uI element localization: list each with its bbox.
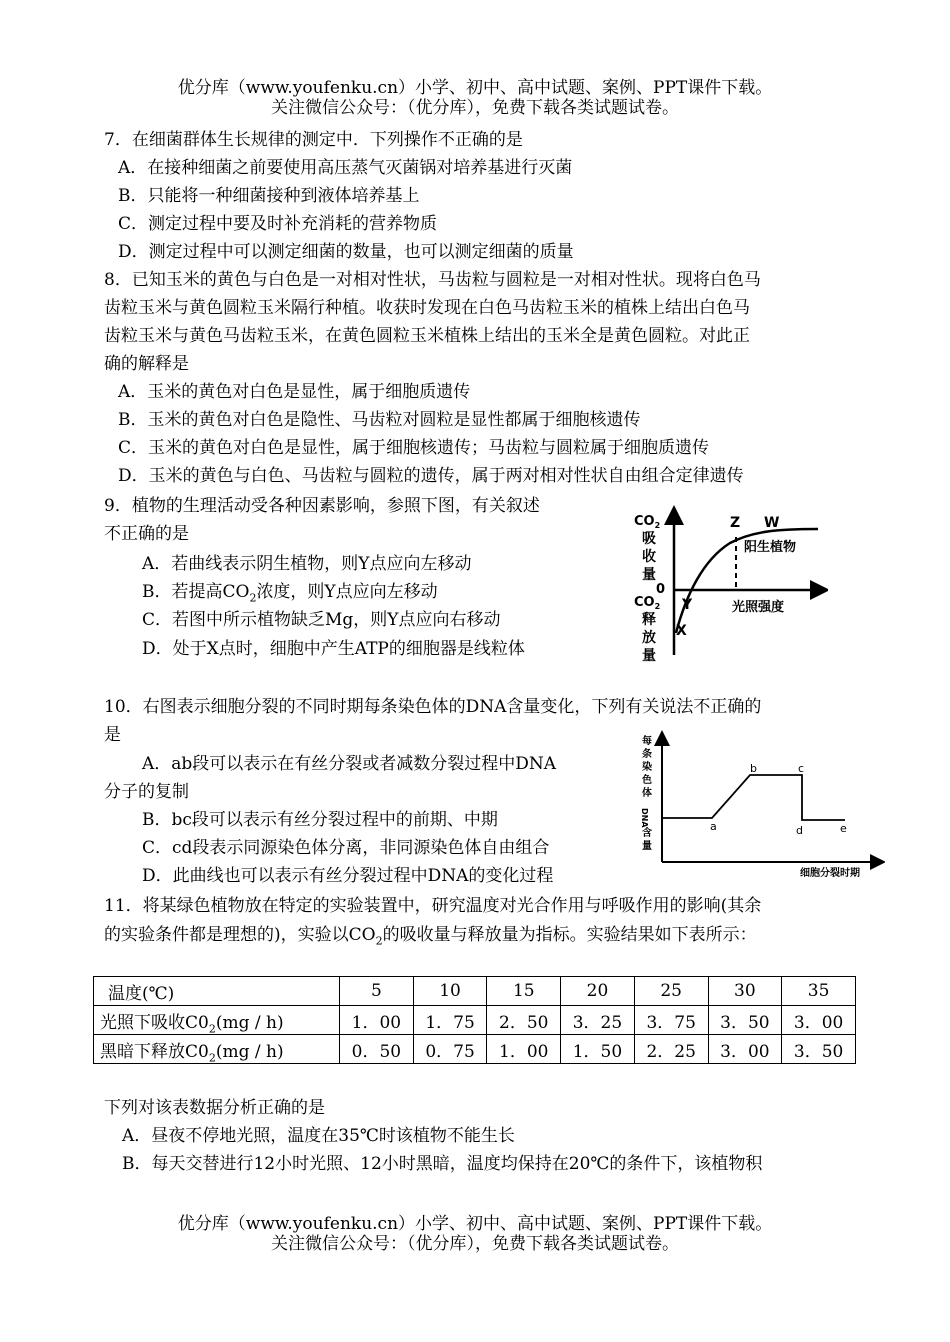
q9-option-d: D．处于X点时，细胞中产生ATP的细胞器是线粒体 (142, 639, 525, 659)
table-cell: 25 (634, 977, 708, 1006)
q9-point-x: X (676, 623, 687, 639)
q10-stem-1: 10．右图表示细胞分裂的不同时期每条染色体的DNA含量变化，下列有关说法不正确的 (104, 697, 762, 717)
table-row-label: 光照下吸收$C0_2(mg / h)$ (94, 1006, 340, 1035)
q11-option-b: B．每天交替进行12小时光照、12小时黑暗，温度均保持在20℃的条件下，该植物积 (122, 1154, 763, 1174)
header-line-1: 优分库（www.youfenku.cn）小学、初中、高中试题、案例、PPT课件下载。 (177, 78, 773, 98)
q10-option-a-2: 分子的复制 (104, 782, 189, 802)
q10-point-c: c (798, 762, 805, 775)
q9-label-up-3: 量 (642, 567, 656, 583)
q7-option-a: A．在接种细菌之前要使用高压蒸气灭菌锅对培养基进行灭菌 (118, 158, 573, 178)
q9-x-axis-label: 光照强度 (732, 600, 785, 615)
table-cell: 0．50 (340, 1035, 414, 1064)
svg-text:体: 体 (642, 788, 652, 799)
table-row (94, 1035, 856, 1064)
q9-label-down-1: 释 (642, 612, 656, 628)
q11-stem-1: 11．将某绿色植物放在特定的实验装置中，研究温度对光合作用与呼吸作用的影响(其余 (104, 896, 762, 916)
q9-label-up-1: 吸 (642, 531, 656, 547)
q10-stem-2: 是 (104, 725, 121, 745)
table-cell: 1．75 (413, 1006, 487, 1035)
q10-point-b: b (750, 762, 757, 775)
table-cell: 10 (413, 977, 487, 1006)
header-line-2: 关注微信公众号：（优分库），免费下载各类试题试卷。 (271, 98, 679, 118)
q10-option-d: D．此曲线也可以表示有丝分裂过程中DNA的变化过程 (142, 866, 554, 886)
q8-option-d: D．玉米的黄色与白色、马齿粒与圆粒的遗传，属于两对相对性状自由组合定律遗传 (118, 466, 744, 486)
table-cell: 15 (487, 977, 561, 1006)
q9-stem-1: 9．植物的生理活动受各种因素影响，参照下图，有关叙述 (104, 496, 540, 516)
table-cell: 20 (561, 977, 635, 1006)
q8-option-b: B．玉米的黄色对白色是隐性、马齿粒对圆粒是显性都属于细胞核遗传 (118, 410, 641, 430)
q10-curve (662, 775, 845, 820)
q9-curve-label: 阳生植物 (744, 540, 797, 555)
q9-co2-up: $CO_2$ (634, 514, 661, 530)
svg-text:条: 条 (642, 749, 652, 760)
q9-point-z: Z (730, 515, 741, 531)
q10-point-d: d (796, 824, 803, 837)
table-cell: 5 (340, 977, 414, 1006)
table-cell: 1．00 (340, 1006, 414, 1035)
q9-point-w: W (764, 515, 780, 531)
q8-option-c: C．玉米的黄色对白色是显性，属于细胞核遗传；马齿粒与圆粒属于细胞质遗传 (118, 438, 710, 458)
q8-option-a: A．玉米的黄色对白色是显性，属于细胞质遗传 (118, 382, 471, 402)
q9-zero: 0 (656, 582, 666, 597)
q9-point-y: Y (682, 597, 693, 613)
table-cell: 3．75 (634, 1006, 708, 1035)
table-row (94, 1006, 856, 1035)
q10-option-c: C．cd段表示同源染色体分离，非同源染色体自由组合 (142, 838, 550, 858)
table-cell: 0．75 (413, 1035, 487, 1064)
q8-stem-3: 齿粒玉米与黄色马齿粒玉米，在黄色圆粒玉米植株上结出的玉米全是黄色圆粒。对此正 (104, 326, 750, 346)
q9-stem-2: 不正确的是 (104, 524, 189, 544)
q9-label-down-2: 放 (642, 630, 656, 646)
q10-point-e: e (840, 822, 847, 835)
svg-text:色: 色 (642, 775, 652, 786)
table-cell: 3．50 (782, 1035, 856, 1064)
svg-text:每: 每 (642, 736, 652, 747)
q10-figure (640, 730, 885, 880)
q9-option-c: C．若图中所示植物缺乏Mg，则Y点应向右移动 (142, 610, 501, 630)
q9-label-down-3: 量 (642, 648, 656, 664)
table-header-label: 温度(℃) (94, 977, 340, 1006)
q10-option-b: B．bc段可以表示有丝分裂过程中的前期、中期 (142, 810, 498, 830)
q9-option-b: B．若提高$CO_2$浓度，则Y点应向左移动 (142, 582, 438, 605)
q11-data-table (93, 976, 856, 1064)
table-cell: 30 (708, 977, 782, 1006)
q7-stem: 7．在细菌群体生长规律的测定中．下列操作不正确的是 (104, 130, 523, 150)
q7-option-c: C．测定过程中要及时补充消耗的营养物质 (118, 214, 438, 234)
svg-text:DNA: DNA (640, 808, 649, 828)
q10-option-a-1: A．ab段可以表示在有丝分裂或者减数分裂过程中DNA (142, 754, 557, 774)
svg-text:含: 含 (642, 828, 652, 839)
q10-y-label (640, 734, 652, 852)
q7-option-d: D．测定过程中可以测定细菌的数量，也可以测定细菌的质量 (118, 242, 574, 262)
q9-figure (628, 505, 828, 665)
q9-co2-down: $CO_2$ (634, 595, 661, 611)
table-cell: 1．50 (561, 1035, 635, 1064)
svg-text:染: 染 (642, 762, 652, 773)
q11-stem-2: 的实验条件都是理想的)，实验以$CO_2$的吸收量与释放量为指标。实验结果如下表所示： (104, 925, 757, 948)
table-cell: 3．00 (782, 1006, 856, 1035)
table-cell: 3．25 (561, 1006, 635, 1035)
q8-stem-1: 8．已知玉米的黄色与白色是一对相对性状，马齿粒与圆粒是一对相对性状。现将白色马 (104, 270, 761, 290)
q11-after-table: 下列对该表数据分析正确的是 (104, 1098, 325, 1118)
q10-point-a: a (710, 820, 717, 833)
q8-stem-4: 确的解释是 (104, 354, 189, 374)
q10-x-label: 细胞分裂时期 (800, 868, 860, 879)
q8-stem-2: 齿粒玉米与黄色圆粒玉米隔行种植。收获时发现在白色马齿粒玉米的植株上结出白色马 (104, 298, 750, 318)
table-cell: 2．50 (487, 1006, 561, 1035)
table-cell: 3．00 (708, 1035, 782, 1064)
table-cell: 3．50 (708, 1006, 782, 1035)
q7-option-b: B．只能将一种细菌接种到液体培养基上 (118, 186, 420, 206)
table-cell: 2．25 (634, 1035, 708, 1064)
q11-option-a: A．昼夜不停地光照，温度在35℃时该植物不能生长 (122, 1126, 515, 1146)
table-row-label: 黑暗下释放$C0_2(mg / h)$ (94, 1035, 340, 1064)
q9-option-a: A．若曲线表示阴生植物，则Y点应向左移动 (142, 554, 472, 574)
table-cell: 1．00 (487, 1035, 561, 1064)
table-row (94, 977, 856, 1006)
q9-label-up-2: 收 (642, 549, 656, 565)
footer-line-2: 关注微信公众号：（优分库），免费下载各类试题试卷。 (271, 1234, 679, 1254)
table-cell: 35 (782, 977, 856, 1006)
svg-text:量: 量 (642, 841, 652, 852)
footer-line-1: 优分库（www.youfenku.cn）小学、初中、高中试题、案例、PPT课件下载。 (177, 1214, 773, 1234)
